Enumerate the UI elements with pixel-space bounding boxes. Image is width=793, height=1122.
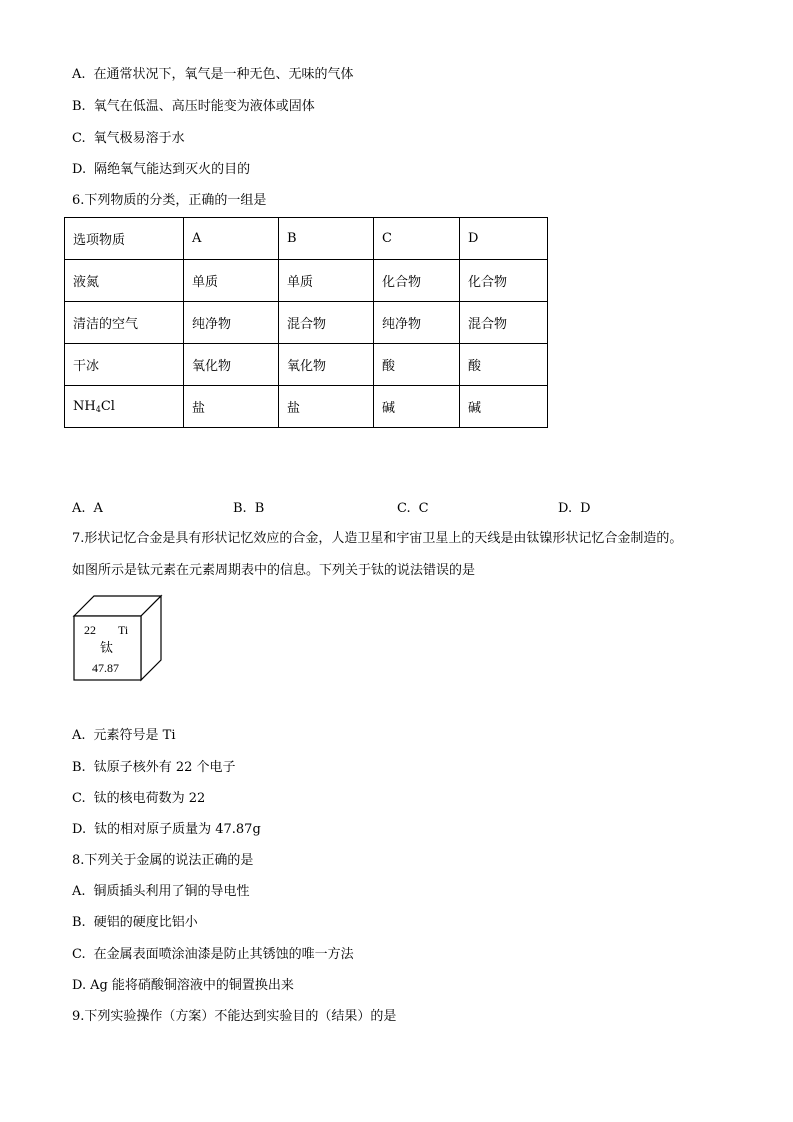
q6-option-c: C. C xyxy=(397,501,429,516)
classification-table xyxy=(64,217,548,428)
table-cell: 单质 xyxy=(184,260,279,302)
table-cell: 混合物 xyxy=(279,302,374,344)
table-cell: 选项物质 xyxy=(65,218,184,260)
table-cell-formula: $NH_4Cl$ xyxy=(65,386,184,428)
table-cell: D xyxy=(460,218,548,260)
element-atomic-number: 22 xyxy=(84,623,96,637)
q7-option-d: D. 钛的相对原子质量为 47.87g xyxy=(72,822,261,837)
table-cell: B xyxy=(279,218,374,260)
q6-option-a: A. A xyxy=(72,501,103,516)
q7-option-c: C. 钛的核电荷数为 22 xyxy=(72,791,206,806)
q5-option-a: A. 在通常状况下，氧气是一种无色、无味的气体 xyxy=(72,67,354,82)
q5-option-d: D. 隔绝氧气能达到灭火的目的 xyxy=(72,162,251,177)
q7-stem-line2: 如图所示是钛元素在元素周期表中的信息。下列关于钛的说法错误的是 xyxy=(72,563,476,578)
q6-option-d: D. D xyxy=(558,501,591,516)
table-cell: 干冰 xyxy=(65,344,184,386)
table-row xyxy=(65,302,548,344)
table-cell: 液氮 xyxy=(65,260,184,302)
q8-option-b: B. 硬铝的硬度比铝小 xyxy=(72,915,198,930)
element-name: 钛 xyxy=(100,641,114,656)
table-cell: 纯净物 xyxy=(374,302,460,344)
q7-option-b: B. 钛原子核外有 22 个电子 xyxy=(72,760,236,775)
q8-option-a: A. 铜质插头利用了铜的导电性 xyxy=(72,884,250,899)
q7-stem-line1: 7.形状记忆合金是具有形状记忆效应的合金，人造卫星和宇宙卫星上的天线是由钛镍形状记忆合金制造的。 xyxy=(72,531,683,546)
element-atomic-mass: 47.87 xyxy=(92,661,119,675)
table-cell: 清洁的空气 xyxy=(65,302,184,344)
table-cell: 酸 xyxy=(460,344,548,386)
q8-stem: 8.下列关于金属的说法正确的是 xyxy=(72,853,254,868)
table-cell: 酸 xyxy=(374,344,460,386)
table-cell: 纯净物 xyxy=(184,302,279,344)
q8-option-c: C. 在金属表面喷涂油漆是防止其锈蚀的唯一方法 xyxy=(72,947,354,962)
q5-option-c: C. 氧气极易溶于水 xyxy=(72,131,185,146)
q6-option-b: B. B xyxy=(233,501,265,516)
element-symbol: Ti xyxy=(118,623,129,637)
q7-option-a: A. 元素符号是 Ti xyxy=(72,728,176,743)
table-cell: 碱 xyxy=(374,386,460,428)
q5-option-b: B. 氧气在低温、高压时能变为液体或固体 xyxy=(72,99,315,114)
table-header-row xyxy=(65,218,548,260)
table-row xyxy=(65,386,548,428)
element-cube-figure xyxy=(72,594,164,682)
q9-stem: 9.下列实验操作（方案）不能达到实验目的（结果）的是 xyxy=(72,1009,397,1024)
q6-stem: 6.下列物质的分类，正确的一组是 xyxy=(72,193,267,208)
table-cell: 单质 xyxy=(279,260,374,302)
table-cell: 碱 xyxy=(460,386,548,428)
table-row xyxy=(65,260,548,302)
table-cell: 化合物 xyxy=(460,260,548,302)
table-cell: 化合物 xyxy=(374,260,460,302)
table-cell: 氧化物 xyxy=(279,344,374,386)
q8-option-d: D. Ag 能将硝酸铜溶液中的铜置换出来 xyxy=(72,978,294,993)
table-cell: A xyxy=(184,218,279,260)
table-row xyxy=(65,344,548,386)
table-cell: 氧化物 xyxy=(184,344,279,386)
table-cell: 盐 xyxy=(184,386,279,428)
table-cell: C xyxy=(374,218,460,260)
table-cell: 盐 xyxy=(279,386,374,428)
table-cell: 混合物 xyxy=(460,302,548,344)
